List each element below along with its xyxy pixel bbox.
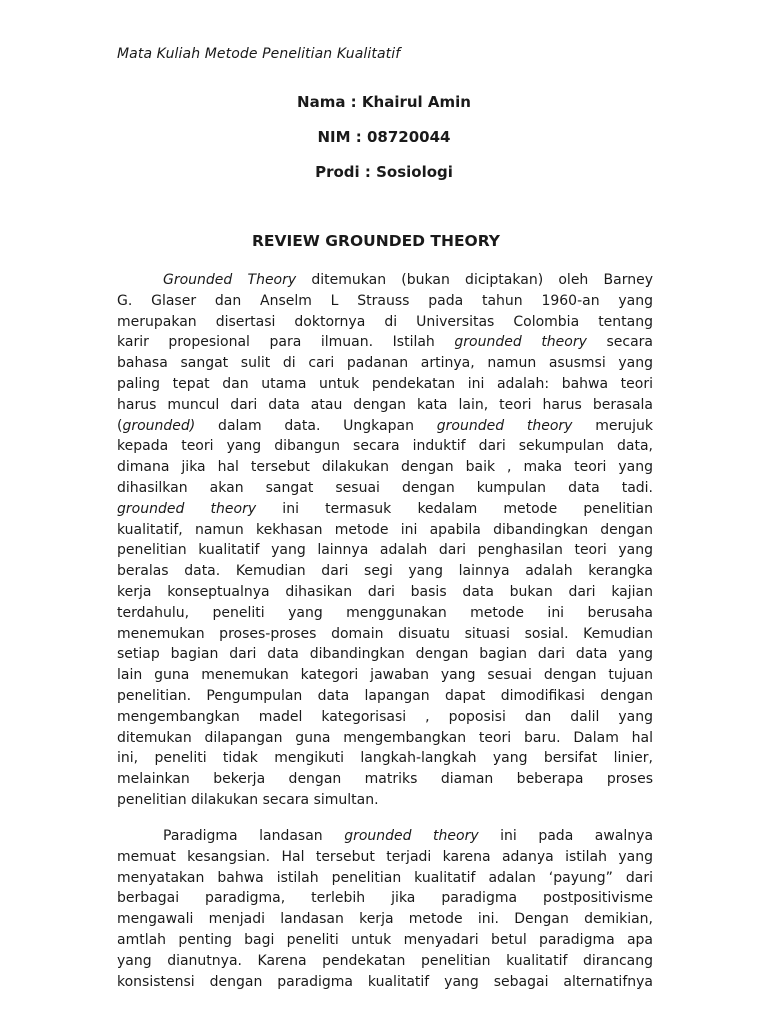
student-nim: NIM : 08720044 xyxy=(317,128,451,146)
text-segment: memuat kesangsian. Hal tersebut terjadi karena adanya istilah yang xyxy=(117,848,653,865)
text-line xyxy=(117,561,653,582)
text-line xyxy=(117,291,653,312)
student-prodi: Prodi : Sosiologi xyxy=(315,163,453,181)
paragraph-1 xyxy=(117,270,653,811)
text-segment: merupakan disertasi doktornya di Universitas Colombia tentang xyxy=(117,313,653,330)
text-segment: menyatakan bahwa istilah penelitian kualitatif adalan ‘payung” dari xyxy=(117,869,653,886)
text-line xyxy=(117,790,653,811)
text-segment: harus muncul dari data atau dengan kata lain, teori harus berasala xyxy=(117,396,653,413)
text-segment: karir propesional para ilmuan. Istilah xyxy=(117,334,455,351)
italic-term: grounded theory xyxy=(344,828,479,844)
text-segment: kepada teori yang dibangun secara induktif dari sekumpulan data, xyxy=(117,438,653,455)
text-segment: berbagai paradigma, terlebih jika paradigma postpositivisme xyxy=(117,890,653,907)
text-segment: yang dianutnya. Karena pendekatan penelitian kualitatif dirancang xyxy=(117,952,653,969)
text-line xyxy=(117,478,653,499)
text-line xyxy=(117,603,653,624)
text-segment: Paradigma landasan xyxy=(163,828,345,844)
text-line xyxy=(117,457,653,478)
text-line xyxy=(117,951,653,972)
text-segment: konsistensi dengan paradigma kualitatif yang sebagai alternatifnya xyxy=(117,973,653,990)
text-segment: merujuk xyxy=(572,417,653,434)
text-line xyxy=(117,270,653,291)
paragraph-2 xyxy=(117,826,653,992)
text-segment: dimana jika hal tersebut dilakukan dengan baik , maka teori yang xyxy=(117,459,653,476)
text-line xyxy=(117,930,653,951)
text-segment: mengawali menjadi landasan kerja metode ini. Dengan demikian, xyxy=(117,911,653,928)
italic-term: grounded theory xyxy=(436,417,573,434)
text-line xyxy=(117,353,653,374)
text-line xyxy=(117,520,653,541)
text-segment: penelitian. Pengumpulan data lapangan dapat dimodifikasi dengan xyxy=(117,687,653,704)
text-segment: lain guna menemukan kategori jawaban yang sesuai dengan tujuan xyxy=(117,667,653,684)
text-line xyxy=(117,395,653,416)
text-segment: mengembangkan madel kategorisasi , poposisi dan dalil yang xyxy=(117,708,653,725)
italic-term: Grounded Theory xyxy=(163,272,297,288)
text-line xyxy=(117,686,653,707)
text-line xyxy=(117,826,653,847)
italic-term: grounded theory xyxy=(454,334,587,351)
text-line xyxy=(117,540,653,561)
text-segment: penelitian dilakukan secara simultan. xyxy=(117,791,379,808)
italic-term: grounded theory xyxy=(117,500,257,517)
text-segment: kualitatif, namun kekhasan metode ini apabila dibandingkan dengan xyxy=(117,521,653,538)
text-line xyxy=(117,769,653,790)
text-line xyxy=(117,499,653,520)
text-line xyxy=(117,868,653,889)
text-segment: terdahulu, peneliti yang menggunakan metode ini berusaha xyxy=(117,604,653,621)
text-line xyxy=(117,436,653,457)
italic-term: grounded) xyxy=(122,417,196,434)
text-line xyxy=(117,707,653,728)
text-segment: G. Glaser dan Anselm L Strauss pada tahun 1960-an yang xyxy=(117,292,653,309)
text-line xyxy=(117,312,653,333)
text-line xyxy=(117,624,653,645)
text-segment: dihasilkan akan sangat sesuai dengan kumpulan data tadi. xyxy=(117,479,653,496)
text-segment: kerja konseptualnya dihasikan dari basis data bukan dari kajian xyxy=(117,583,653,600)
text-segment: beralas data. Kemudian dari segi yang lainnya adalah kerangka xyxy=(117,563,653,580)
text-line xyxy=(117,644,653,665)
text-line xyxy=(117,888,653,909)
text-segment: penelitian kualitatif yang lainnya adalah dari penghasilan teori yang xyxy=(117,542,653,559)
text-segment: ditemukan (bukan diciptakan) oleh Barney xyxy=(296,272,653,288)
text-segment: secara xyxy=(586,334,653,351)
text-segment: ini, peneliti tidak mengikuti langkah-langkah yang bersifat linier, xyxy=(117,750,653,767)
text-line xyxy=(117,332,653,353)
text-segment: paling tepat dan utama untuk pendekatan ini adalah: bahwa teori xyxy=(117,375,653,392)
text-segment: bahasa sangat sulit di cari padanan artinya, namun asusmsi yang xyxy=(117,355,653,372)
text-segment: ditemukan dilapangan guna mengembangkan teori baru. Dalam hal xyxy=(117,729,653,746)
text-line xyxy=(117,374,653,395)
text-line xyxy=(117,582,653,603)
text-line xyxy=(117,416,653,437)
text-line xyxy=(117,847,653,868)
text-segment: melainkan bekerja dengan matriks diaman beberapa proses xyxy=(117,771,653,788)
text-segment: setiap bagian dari data dibandingkan dengan bagian dari data yang xyxy=(117,646,653,663)
text-segment: menemukan proses-proses domain disuatu situasi sosial. Kemudian xyxy=(117,625,653,642)
text-line xyxy=(117,909,653,930)
text-line xyxy=(117,972,653,993)
course-header: Mata Kuliah Metode Penelitian Kualitatif xyxy=(117,46,401,62)
document-title: REVIEW GROUNDED THEORY xyxy=(251,232,501,250)
text-segment: amtlah penting bagi peneliti untuk menyadari betul paradigma apa xyxy=(117,931,653,948)
text-segment: ( xyxy=(117,417,123,434)
text-segment: ini pada awalnya xyxy=(478,828,653,844)
text-line xyxy=(117,748,653,769)
text-segment: dalam data. Ungkapan xyxy=(195,417,437,434)
student-name: Nama : Khairul Amin xyxy=(297,93,471,111)
text-line xyxy=(117,728,653,749)
text-segment: ini termasuk kedalam metode penelitian xyxy=(256,500,653,517)
text-line xyxy=(117,665,653,686)
